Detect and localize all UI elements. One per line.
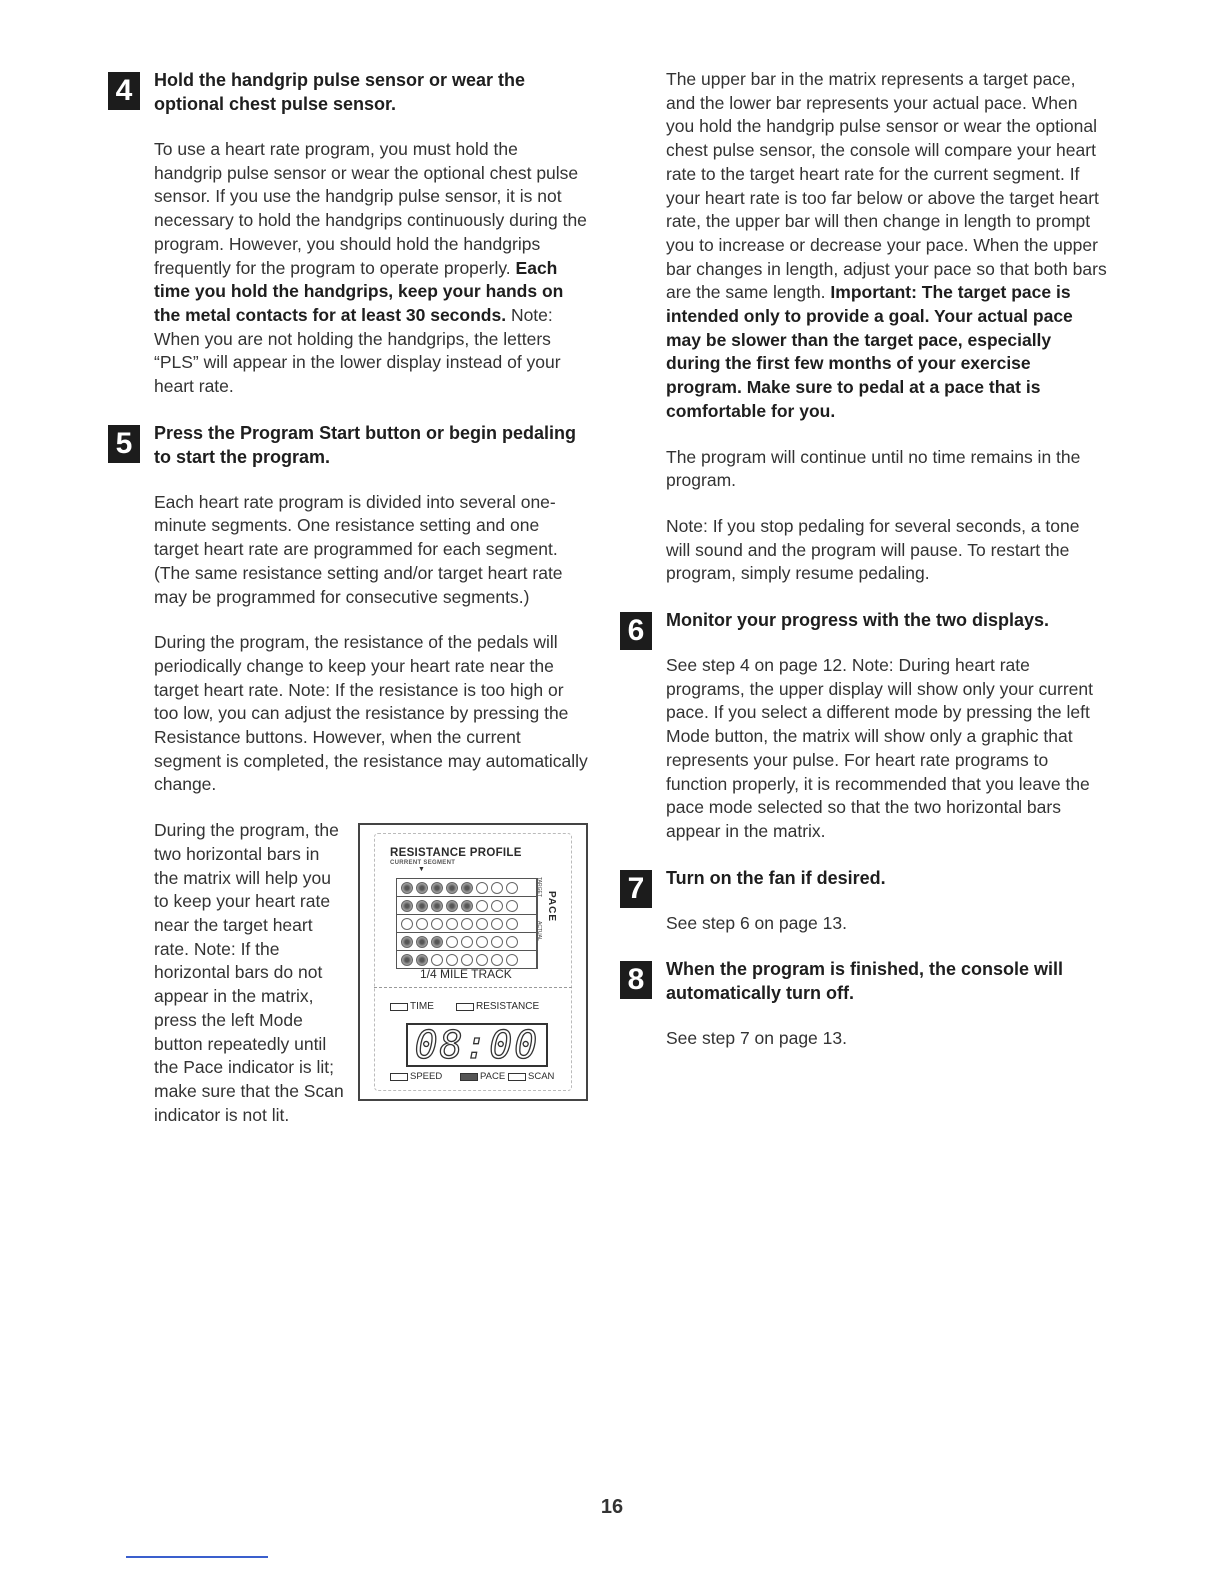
step-5-paragraph-2: During the program, the resistance of the pedals will periodically change to keep your heart rate near the target heart rate. Note: If the resistance is too high or too low, you can adjust the resistance by pressing the Resistance buttons. However, when the current segment is completed, the resistance may automatically change. [154,632,588,795]
pace-text: The upper bar in the matrix represents a target pace, and the lower bar represents your actual pace. When you hold the handgrip pulse sensor or wear the optional chest pulse sensor, the console will compare your heart rate to the target heart rate for the current segment. If your heart rate is too far below or above the target heart rate, the upper bar will then change in length to prompt you to increase or decrease your pace. When the upper bar changes in length, adjust your pace so that both bars are the same length. [666,69,1107,303]
matrix-led [461,954,473,966]
matrix-led [416,954,428,966]
matrix-led [401,918,413,930]
continue-paragraph: The program will continue until no time remains in the program. [666,446,1081,491]
step-4-badge: 4 [108,72,140,110]
step-4-text-b: Note: When you are not holding the handgrips, the letters “PLS” will appear in the lower display instead of your heart rate. [154,304,561,397]
step-5-figure-wrap [154,819,588,1149]
footer-rule [126,1556,268,1558]
step-5-badge: 5 [108,425,140,463]
step-5-heading: Press the Program Start button or begin pedaling to start the program. [154,422,577,467]
resistance-indicator [456,1001,539,1012]
step-4-heading: Hold the handgrip pulse sensor or wear the optional chest pulse sensor. [154,70,526,114]
matrix-led [446,954,458,966]
pause-note-paragraph: Note: If you stop pedaling for several seconds, a tone will sound and the program will pause. To restart the program, simply resume pedaling. [666,515,1080,584]
led-matrix [396,878,538,969]
matrix-led [431,882,443,894]
matrix-led [491,936,503,948]
matrix-row [396,878,538,897]
matrix-led [431,900,443,912]
time-label: TIME [410,1001,434,1013]
matrix-led [506,936,518,948]
matrix-led [506,954,518,966]
speed-indicator [390,1071,442,1082]
step-5-paragraph-1: Each heart rate program is divided into several one-minute segments. One resistance setting and one target heart rate are programmed for each segment. (The same resistance setting and/or target heart rate may be programmed for consecutive segments.) [154,491,563,607]
speed-label: SPEED [410,1071,443,1083]
step-7-badge: 7 [620,870,652,908]
left-column [108,68,588,1149]
scan-indicator-icon [508,1073,526,1081]
segment-arrow-icon: ▼ [418,866,425,874]
matrix-led [446,900,458,912]
step-8-heading: When the program is finished, the console will automatically turn off. [666,959,1064,1004]
matrix-led [431,936,443,948]
matrix-led [446,882,458,894]
matrix-led [461,900,473,912]
matrix-led [416,900,428,912]
continued-text [620,68,1108,586]
pace-side-label: PACE [546,891,557,923]
matrix-led [476,954,488,966]
matrix-led [506,918,518,930]
matrix-led [416,936,428,948]
matrix-led [446,918,458,930]
speed-indicator-icon [390,1073,408,1081]
matrix-row [396,897,538,915]
resistance-label: RESISTANCE [476,1001,540,1013]
step-6-badge: 6 [620,612,652,650]
target-label: TARGET [536,877,542,898]
matrix-led [476,900,488,912]
step-8 [620,957,1108,1051]
actual-label: ACTUAL [536,921,542,941]
console-title: RESISTANCE PROFILE [390,847,522,860]
matrix-led [431,954,443,966]
matrix-led [491,918,503,930]
console-diagram [358,823,588,1101]
step-6-heading: Monitor your progress with the two displays. [666,610,1050,631]
right-column [620,68,1108,1073]
matrix-led [476,882,488,894]
matrix-led [491,900,503,912]
matrix-row [396,915,538,933]
pace-paragraph [666,68,1108,424]
matrix-led [461,936,473,948]
step-5-paragraph-3: During the program, the two horizontal bars in the matrix will help you to keep your heart rate near the target heart rate. Note: If the horizontal bars do not appear in the matrix, press the left Mode button repeatedly until the Pace indicator is lit; make sure that the Scan indicator is not lit. [154,820,344,1125]
matrix-led [401,936,413,948]
step-4-text-a: To use a heart rate program, you must hold the handgrip pulse sensor or wear the optional chest pulse sensor. If you use the handgrip pulse sensor, it is not necessary to hold the handgrips continuously during the program. However, you should hold the handgrips frequently for the program to operate properly. [154,139,587,278]
matrix-led [476,936,488,948]
important-text: Important: The target pace is intended only to provide a goal. Your actual pace may be slower than the target pace, especially during the first few months of your exercise program. Make sure to pedal at a pace that is comfortable for you. [666,282,1073,421]
matrix-led [401,954,413,966]
resistance-indicator-icon [456,1003,474,1011]
step-4-text-bold: Each time you hold the handgrips, keep your hands on the metal contacts for at least 30 seconds. [154,257,564,325]
scan-label: SCAN [528,1071,555,1083]
step-8-paragraph: See step 7 on page 13. [666,1028,847,1049]
time-indicator-icon [390,1003,408,1011]
track-label: 1/4 MILE TRACK [420,967,512,982]
step-4-paragraph [154,138,588,399]
page-number: 16 [600,1496,624,1518]
matrix-led [506,900,518,912]
matrix-led [461,918,473,930]
matrix-led [416,882,428,894]
step-7 [620,866,1108,936]
time-indicator [390,1001,434,1012]
matrix-led [491,882,503,894]
matrix-led [491,954,503,966]
lcd-display: 08:00 [406,1023,548,1067]
matrix-led [431,918,443,930]
matrix-led [476,918,488,930]
step-7-heading: Turn on the fan if desired. [666,867,886,888]
matrix-led [446,936,458,948]
matrix-led [401,882,413,894]
pace-label: PACE [480,1071,506,1083]
matrix-led [461,882,473,894]
console-divider [374,987,572,988]
matrix-row [396,933,538,951]
pace-indicator-icon [460,1073,478,1081]
step-7-paragraph: See step 6 on page 13. [666,912,847,933]
step-8-badge: 8 [620,961,652,999]
step-4 [108,68,588,399]
pace-indicator [460,1071,505,1082]
step-6-paragraph: See step 4 on page 12. Note: During heart rate programs, the upper display will show only your current pace. If you select a different mode by pressing the left Mode button, the matrix will show only a graphic that represents your pulse. For heart rate programs to function properly, it is recommended that you leave the pace mode selected so that the two horizontal bars appear in the matrix. [666,655,1093,841]
matrix-led [506,882,518,894]
scan-indicator [508,1071,554,1082]
matrix-led [401,900,413,912]
matrix-led [416,918,428,930]
step-5 [108,421,588,1150]
step-6 [620,608,1108,844]
console-subtitle: CURRENT SEGMENT [390,860,456,867]
